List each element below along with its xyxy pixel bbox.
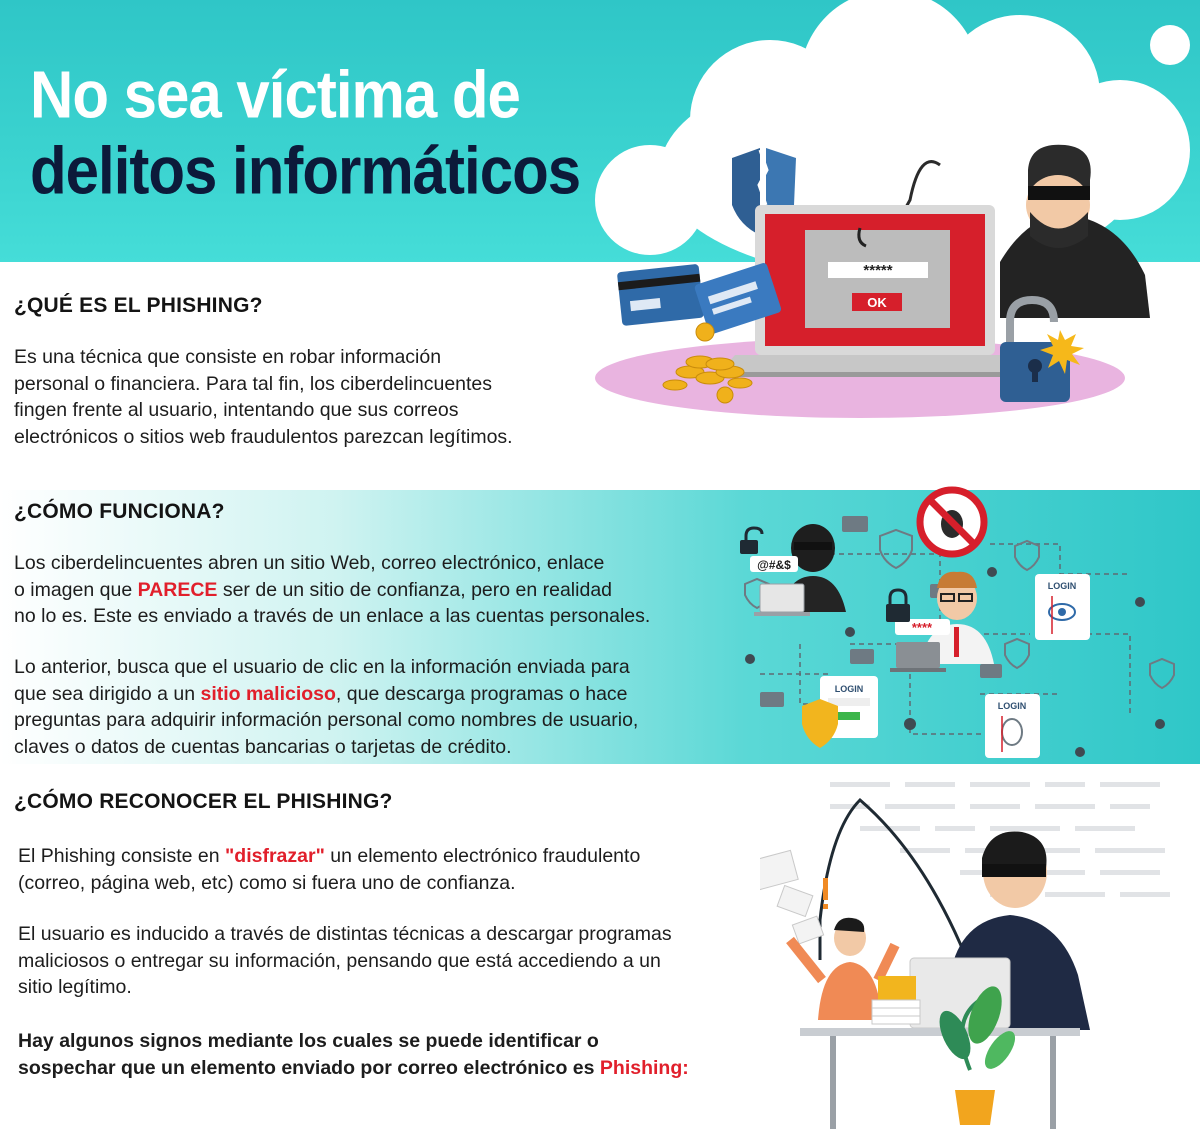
text-fragment: , que descarga programas o hace xyxy=(335,682,628,705)
alert-icon xyxy=(823,878,828,909)
emphasis-sitio-malicioso: sitio malicioso xyxy=(200,682,336,705)
section2-heading: ¿CÓMO FUNCIONA? xyxy=(14,500,225,523)
symbols-text: @#&$ xyxy=(757,558,791,572)
text-fragment: ser de un sitio de confianza, pero en realidad xyxy=(217,578,613,601)
no-virus-icon xyxy=(920,490,984,554)
emphasis-parece: PARECE xyxy=(137,578,218,601)
section1-line: personal o financiera. Para tal fin, los ciberdelincuentes xyxy=(14,372,493,395)
document-icon xyxy=(760,850,824,944)
section3-paragraph-2 xyxy=(18,921,672,1001)
text-fragment: o imagen que xyxy=(14,578,138,601)
open-padlock-icon xyxy=(740,528,762,554)
section3-paragraph-1 xyxy=(18,843,640,896)
section1-line: electrónicos o sitios web fraudulentos parezcan legítimos. xyxy=(14,425,513,448)
section3-line: sitio legítimo. xyxy=(18,976,132,998)
section1-paragraph xyxy=(14,344,513,450)
ok-button-label: OK xyxy=(867,295,887,310)
emphasis-disfrazar: "disfrazar" xyxy=(225,845,325,867)
emphasis-phishing: Phishing: xyxy=(599,1056,689,1079)
gold-shield-icon xyxy=(802,699,838,748)
section3-heading: ¿CÓMO RECONOCER EL PHISHING? xyxy=(14,790,393,813)
text-fragment: que sea dirigido a un xyxy=(14,682,201,705)
network-illustration xyxy=(730,484,1200,764)
section2-line xyxy=(14,681,638,708)
section3-line: El usuario es inducido a través de distintas técnicas a descargar programas xyxy=(18,923,672,945)
section2-line: Lo anterior, busca que el usuario de clic en la información enviada para xyxy=(14,656,630,678)
section2-line xyxy=(14,577,650,604)
section3-line: maliciosos o entregar su información, pensando que está accediendo a un xyxy=(18,949,661,972)
laptop-small-icon xyxy=(754,584,810,616)
svg-text:LOGIN: LOGIN xyxy=(1047,581,1077,591)
section3-paragraph-3 xyxy=(18,1028,689,1081)
text-fragment: sospechar que un elemento enviado por correo electrónico es xyxy=(18,1056,600,1079)
section2-paragraph-1 xyxy=(14,550,650,630)
password-mask: ***** xyxy=(863,262,893,279)
title-line-2: delitos informáticos xyxy=(30,133,581,209)
section2-paragraph-2 xyxy=(14,654,638,760)
svg-text:LOGIN: LOGIN xyxy=(997,701,1027,711)
hero-illustration xyxy=(560,0,1200,420)
section2-line: Los ciberdelincuentes abren un sitio Web, correo electrónico, enlace xyxy=(14,552,605,574)
section3-line xyxy=(18,1055,689,1082)
section2-line: claves o datos de cuentas bancarias o tarjetas de crédito. xyxy=(14,735,512,758)
closed-padlock-icon xyxy=(886,590,910,622)
password-mask-text: **** xyxy=(911,620,933,635)
section1-line: fingen frente al usuario, intentando que sus correos xyxy=(14,399,459,421)
title-line-1: No sea víctima de xyxy=(30,57,520,133)
laptop-small-icon xyxy=(890,642,946,672)
section1-line: Es una técnica que consiste en robar información xyxy=(14,346,442,368)
phisher-illustration xyxy=(760,770,1200,1129)
section3-line: Hay algunos signos mediante los cuales se puede identificar o xyxy=(18,1030,599,1052)
section3-line xyxy=(18,843,640,870)
section3-line: (correo, página web, etc) como si fuera uno de confianza. xyxy=(18,871,516,894)
svg-text:LOGIN: LOGIN xyxy=(834,684,864,694)
section2-line: preguntas para adquirir información personal como nombres de usuario, xyxy=(14,709,639,731)
mail-stack-icon xyxy=(872,976,920,1024)
login-card-icon xyxy=(985,694,1040,758)
section2-line: no lo es. Este es enviado a través de un enlace a las cuentas personales. xyxy=(14,605,651,627)
section1-heading: ¿QUÉ ES EL PHISHING? xyxy=(14,294,263,317)
login-card-icon xyxy=(1035,574,1090,640)
text-fragment: un elemento electrónico fraudulento xyxy=(324,845,641,867)
text-fragment: El Phishing consiste en xyxy=(18,845,226,867)
